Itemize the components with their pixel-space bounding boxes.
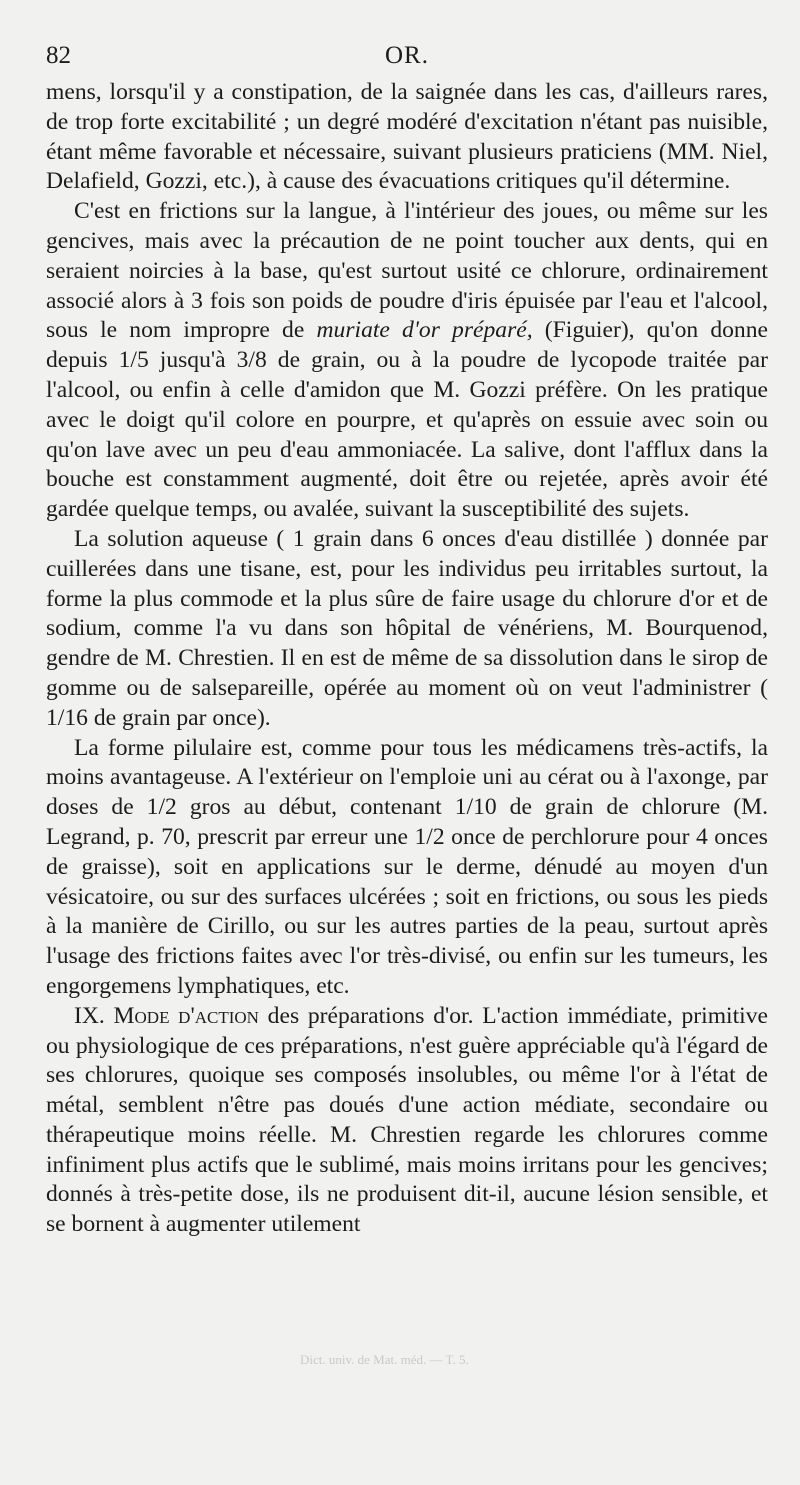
page-number: 82 xyxy=(46,42,71,69)
paragraph-text: C'est en frictions sur la langue, à l'intérieur des joues, ou même sur les gencives, mais avec la précaution de ne point toucher aux dents, qui en seraient noircies à la base, qu'est surtout usité ce chlorure, ordinairement associé alors à 3 fois son poids de poudre d'iris épuisée par l'eau et l'alcool, sous le nom impropre de xyxy=(46,198,768,344)
paragraph-text: (Figuier), qu'on donne depuis 1/5 jusqu'à 3/8 de grain, ou à la poudre de lycopode traitée par l'alcool, ou enfin à celle d'amidon que M. Gozzi préfère. On les pratique avec le doigt qu'il colore en pourpre, et qu'après on essuie avec soin ou qu'on lave avec un peu d'eau ammoniacée. La salive, dont l'afflux dans la bouche est constamment augmenté, doit être ou rejetée, après avoir été gardée quelque temps, ou avalée, suivant la susceptibilité des sujets. xyxy=(46,317,768,523)
paragraph-continuation: mens, lorsqu'il y a constipation, de la saignée dans les cas, d'ailleurs rares, de trop forte excitabilité ; un degré modéré d'excitation n'étant pas nuisible, étant même favorable et nécessaire, suivant plusieurs praticiens (MM. Niel, Delafield, Gozzi, etc.), à cause des évacuations critiques qu'il détermine. xyxy=(46,79,768,195)
show-through-text: Dict. univ. de Mat. méd. — T. 5. xyxy=(300,1352,469,1367)
paragraph-mode-action xyxy=(46,1002,768,1240)
paragraph-pilulaire: La forme pilulaire est, comme pour tous les médicamens très-actifs, la moins avantageuse. A l'extérieur on l'emploie uni au cérat ou à l'axonge, par doses de 1/2 gros au début, contenant 1/10 de grain de chlorure (M. Legrand, p. 70, prescrit par erreur une 1/2 once de perchlorure pour 4 onces de graisse), soit en applications sur le derme, dénudé au moyen d'un vésicatoire, ou sur des surfaces ulcérées ; soit en frictions, ou sous les pieds à la manière de Cirillo, ou sur les autres parties de la peau, surtout après l'usage des frictions faites avec l'or très-divisé, ou enfin sur les tumeurs, les engorgemens lymphatiques, etc. xyxy=(46,734,768,999)
body-text xyxy=(46,78,768,1240)
paragraph-solution: La solution aqueuse ( 1 grain dans 6 onces d'eau distillée ) donnée par cuillerées dans une tisane, est, pour les individus peu irritables surtout, la forme la plus commode et la plus sûre de faire usage du chlorure d'or et de sodium, comme l'a vu dans son hôpital de vénériens, M. Bourquenod, gendre de M. Chrestien. Il en est de même de sa dissolution dans le sirop de gomme ou de salsepareille, opérée au moment où on veut l'administrer ( 1/16 de grain par once). xyxy=(46,525,768,731)
section-numeral: IX. xyxy=(74,1002,105,1029)
header-title: OR. xyxy=(385,42,429,69)
running-head xyxy=(46,38,768,78)
section-heading: Mode d'action xyxy=(113,1002,259,1029)
paragraph-frictions xyxy=(46,197,768,525)
italic-term: muriate d'or préparé, xyxy=(316,317,533,344)
paragraph-text: des préparations d'or. L'action immédiate, primitive ou physiologique de ces préparations, n'est guère appréciable qu'à l'égard de ses chlorures, quoique ses composés insolubles, ou même l'or à l'état de métal, semblent n'être pas doués d'une action médiate, secondaire ou thérapeutique moins réelle. M. Chrestien regarde les chlorures comme infiniment plus actifs que le sublimé, mais moins irritans pour les gencives; donnés à très-petite dose, ils ne produisent dit-il, aucune lésion sensible, et se bornent à augmenter utilement xyxy=(46,1002,768,1238)
